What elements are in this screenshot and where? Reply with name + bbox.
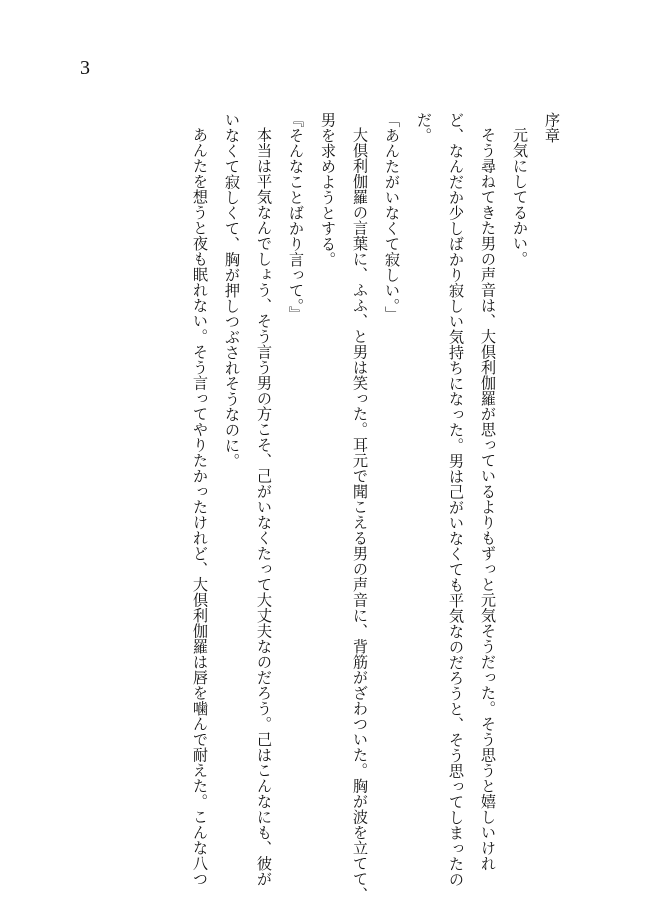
text-line: ど、なんだか少しばかり寂しい気持ちになった。男は己がいなくても平気なのだろうと、そう思ってしまったの xyxy=(447,112,465,887)
text-line: だ。 xyxy=(415,112,433,143)
text-line: 元気にしてるかい。 xyxy=(511,127,529,267)
text-line: 本当は平気なんでしょう、そう言う男の方こそ、己がいなくたって大丈夫なのだろう。己はこんなにも、彼が xyxy=(255,127,273,887)
text-line: いなくて寂しくて、胸が押しつぶされそうなのに。 xyxy=(223,112,241,469)
text-line: 大倶利伽羅の言葉に、ふふ、と男は笑った。耳元で聞こえる男の声音に、背筋がざわついた。胸が波を立てて、 xyxy=(351,127,369,902)
text-line: 男を求めようとする。 xyxy=(319,112,337,267)
dialogue-line: 「あんたがいなくて寂しい。」 xyxy=(383,112,401,322)
chapter-title: 序章 xyxy=(543,112,561,143)
page-number: 3 xyxy=(80,57,90,79)
vertical-text-body xyxy=(184,112,568,902)
text-line: あんたを想うと夜も眠れない。そう言ってやりたかったけれど、大倶利伽羅は唇を噛んで耐えた。こんな八つ xyxy=(191,127,209,887)
dialogue-line: 『そんなことばかり言って。』 xyxy=(287,112,305,322)
text-line: そう尋ねてきた男の声音は、大倶利伽羅が思っているよりもずっと元気そうだった。そう思うと嬉しいけれ xyxy=(479,127,497,871)
